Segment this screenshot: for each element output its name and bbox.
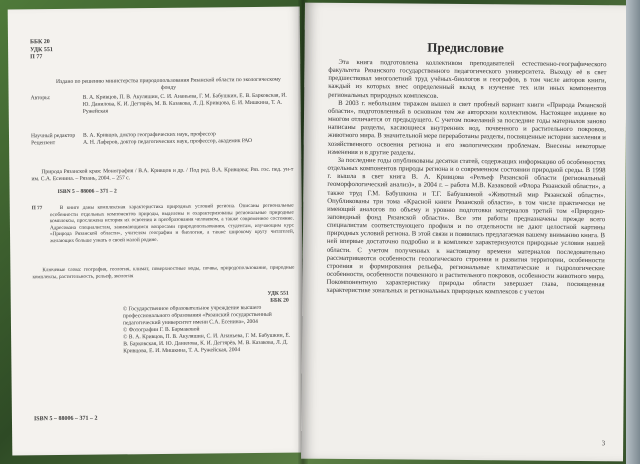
side-code: П 77 [31, 205, 43, 212]
abstract-text: В книге даны комплексная характеристика природных условий региона. Описаны региональные особенности отдельных компонентов природы, выделены и охарактеризованы региональные природные комплексы, прослежена история их освоения и преобразования человеком, а также современное состояние. Адресована специалистам, занимающимся вопросами природопользования, студентам, изучающим курс «Природа Рязанской области», учителям географии и биологии, а также широкому кругу читателей, желающих больше узнать о своей малой родине. [49, 202, 295, 245]
copyright-authors: © В. А. Кривцов, П. В. Акуляшин, С. И. Ананьева, Г. М. Бабушкин, Е. В. Барковская, И. Ю. Данилова, К. И. Дегтярёв, М. В. Казакова, Л. Д. Кривцова, Е. И. Мишкина, Т. А. Ружейская, 2004 [123, 332, 291, 355]
citation: Природа Рязанской края: Монография / В.А. Кривцов и др. / Под ред. В.А. Кривцова; Ряз. гос. пед. ун-т им. С.А. Есенина. – Рязань, 2004. – 257 с. [31, 166, 294, 183]
authors-list: В. А. Кривцов, П. В. Акуляшин, С. И. Ананьева, Г. М. Бабушкин, Е. В. Барковская, И. Ю. Данилова, К. И. Дегтярёв, М. В. Казакова, Л. Д. Кривцова, Е. И. Мишкина, Т. А. Ружейская [82, 92, 287, 115]
copyright-block [123, 305, 296, 356]
keywords: Ключевые слова: география, геология, климат, поверхностные воды, почвы, природопользование, природные комплексы, растительность, рельеф, экология [32, 264, 295, 280]
right-page [301, 3, 627, 462]
bottom-codes [267, 291, 288, 305]
reviewer-label: Рецензент [31, 140, 56, 147]
editor-label: Научный редактор [30, 132, 76, 140]
udk-bottom: УДК 551 [267, 290, 289, 297]
foreword-paragraph: За последние годы опубликованы десятки статей, содержащих информацию об особенностях отдельных компонентов природы региона и о современном состоянии природной среды. В 1998 г. вышла в свет книга В. А. Кривцова «Рельеф Рязанской области (региональный геоморфологический анализ)», в 2004 г. – работа М.В. Казаковой «Флора Рязанской области», а также труд Г.М. Бабушкина и Т.Г. Бабушкиной «Животный мир Рязанской области». Опубликованы три тома «Красной книги Рязанской области», в том числе практически не имеющий аналогов по объему и уровню подготовки материалов третий том «Природно-заповедный фонд Рязанской области». Все эти работы предназначены прежде всего специалистам соответствующего профиля и по отдельности не дают целостной картины природных условий региона. В этой связи и появилась предлагаемая вашему вниманию книга. В ней впервые достаточно подробно и в комплексе характеризуются природные условия нашей области. С учетом полученных к настоящему времени материалов последовательно рассматриваются особенности геологического строения и развития территории, особенности строения и формирования рельефа, региональные климатические и гидрологические особенности, особенности почвенного и растительного покровов, особенности животного мира. Покомпонентную характеристику природы области завершает глава, посвященная характеристике зональных и региональных природных комплексов с учетом [326, 156, 606, 297]
editor-block [31, 131, 293, 148]
isbn-top: ISBN 5 – 88006 – 371 – 2 [57, 188, 117, 196]
copyright-university: © Государственное образовательное учреждение высшего профессионального образования «Рязанский государственный педагогический университет имени С.А. Есенина», 2004 [122, 304, 272, 327]
foreword-body [326, 59, 606, 298]
foreword-paragraph: Эта книга подготовлена коллективом преподавателей естественно-географического факультета Рязанского государственного педагогического университета. Выходу её в свет предшествовал многолетний труд учёных-биологов и географов, в том числе авторов книги, каждый из которых внес определенный вклад в изучение тех или иных компонентов региональных природных комплексов. [328, 58, 607, 100]
publisher-note: Издано по решению министерства природопользования Рязанской области по экологическому фонду [55, 76, 281, 91]
page-number: 3 [601, 439, 606, 448]
foreword-title: Предисловие [427, 39, 504, 56]
isbn-bottom: ISBN 5 – 88006 – 371 – 2 [33, 415, 98, 423]
bbk-code: ББК 20 [29, 39, 50, 46]
bbk-bottom: ББК 20 [270, 297, 289, 304]
cover-edge [626, 0, 640, 464]
classification-codes [30, 39, 53, 62]
authors-block [31, 93, 293, 117]
book-code: П 77 [30, 54, 43, 61]
left-page [8, 6, 305, 455]
reviewer-name: А. Н. Лаферов, доктор педагогических наук, профессор, академик РАО [83, 137, 253, 146]
udk-code: УДК 551 [30, 46, 53, 53]
abstract-block [32, 203, 294, 245]
foreword-paragraph: В 2003 г. небольшим тиражом вышел в свет пробный вариант книги «Природа Рязанской области», подготовленный в основном тем же авторским коллективом. Настоящее издание во многом отличается от предыдущего. С учетом пожеланий за последние годы материалов заново написаны разделы, касающиеся внутренних вод, почвенного и растительного покровов, животного мира. В значительной мере переработаны разделы, посвященные истории заселения и хозяйственного освоения региона и его экологическим проблемам. Внесены некоторые изменения и в другие разделы. [327, 99, 607, 157]
authors-label: Авторы: [30, 95, 51, 102]
copyright-photos: © Фотографии Г. В. Бармаковой [123, 326, 200, 334]
editor-name: В. А. Кривцов, доктор географических наук, профессор [82, 131, 216, 139]
